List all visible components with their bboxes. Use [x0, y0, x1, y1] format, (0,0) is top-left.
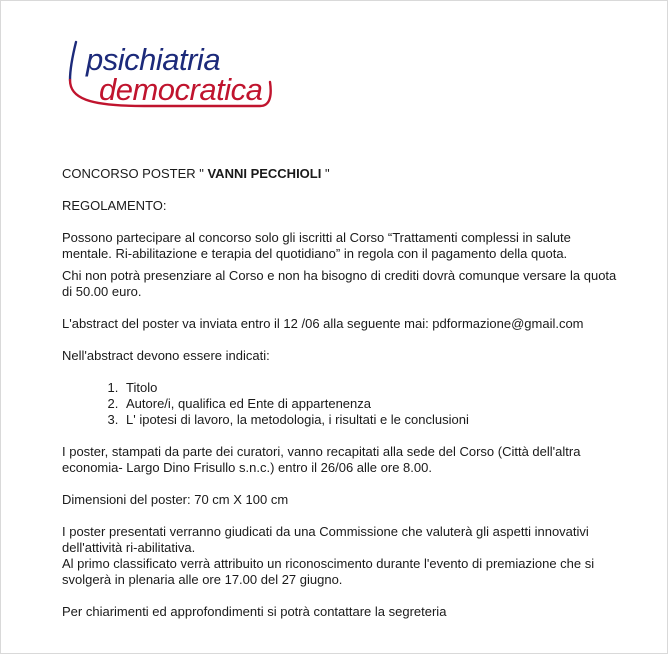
paragraph-abstract-contents: Nell'abstract devono essere indicati:: [62, 348, 270, 363]
title-name: VANNI PECCHIOLI: [207, 166, 322, 181]
contest-title: [62, 166, 622, 182]
paragraph-contact: Per chiarimenti ed approfondimenti si potrà contattare la segreteria: [62, 604, 447, 619]
list-item: 1. Titolo: [122, 380, 622, 396]
paragraph-delivery: I poster, stampati da parte dei curatori, vanno recapitati alla sede del Corso (Città dell'altra economia- Largo Dino Frisullo s.n.c.) entro il 26/06 alle ore 8.00.: [62, 444, 581, 475]
logo-text-psichiatria: psichiatria: [86, 42, 221, 77]
list-item: 2. Autore/i, qualifica ed Ente di appartenenza: [122, 396, 622, 412]
paragraph-commission: I poster presentati verranno giudicati da una Commissione che valuterà gli aspetti innovativi dell'attività ri-abilitativa.: [62, 524, 589, 555]
list-item: 3. L' ipotesi di lavoro, la metodologia, i risultati e le conclusioni: [122, 412, 622, 428]
regolamento-heading: REGOLAMENTO:: [62, 198, 167, 213]
paragraph-fee: Chi non potrà presenziare al Corso e non ha bisogno di crediti dovrà comunque versare la quota di 50.00 euro.: [62, 268, 617, 299]
title-suffix: ": [321, 166, 330, 181]
paragraph-award: Al primo classificato verrà attribuito un riconoscimento durante l'evento di premiazione che si svolgerà in plenaria alle ore 17.00 del 27 giugno.: [62, 556, 595, 587]
document-body: [62, 166, 622, 620]
paragraph-dimensions: Dimensioni del poster: 70 cm X 100 cm: [62, 492, 289, 507]
abstract-requirements-list: [62, 380, 622, 428]
title-prefix: CONCORSO POSTER ": [62, 166, 208, 181]
psichiatria-democratica-logo: [64, 36, 284, 116]
logo-text-democratica: democratica: [99, 72, 263, 107]
paragraph-eligibility: Possono partecipare al concorso solo gli iscritti al Corso “Trattamenti complessi in salute mentale. Ri-abilitazione e terapia del quotidiano” in regola con il pagamento della quota.: [62, 230, 571, 261]
paragraph-abstract-deadline: L'abstract del poster va inviata entro il 12 /06 alla seguente mai: pdformazione@gmail.com: [62, 316, 584, 331]
